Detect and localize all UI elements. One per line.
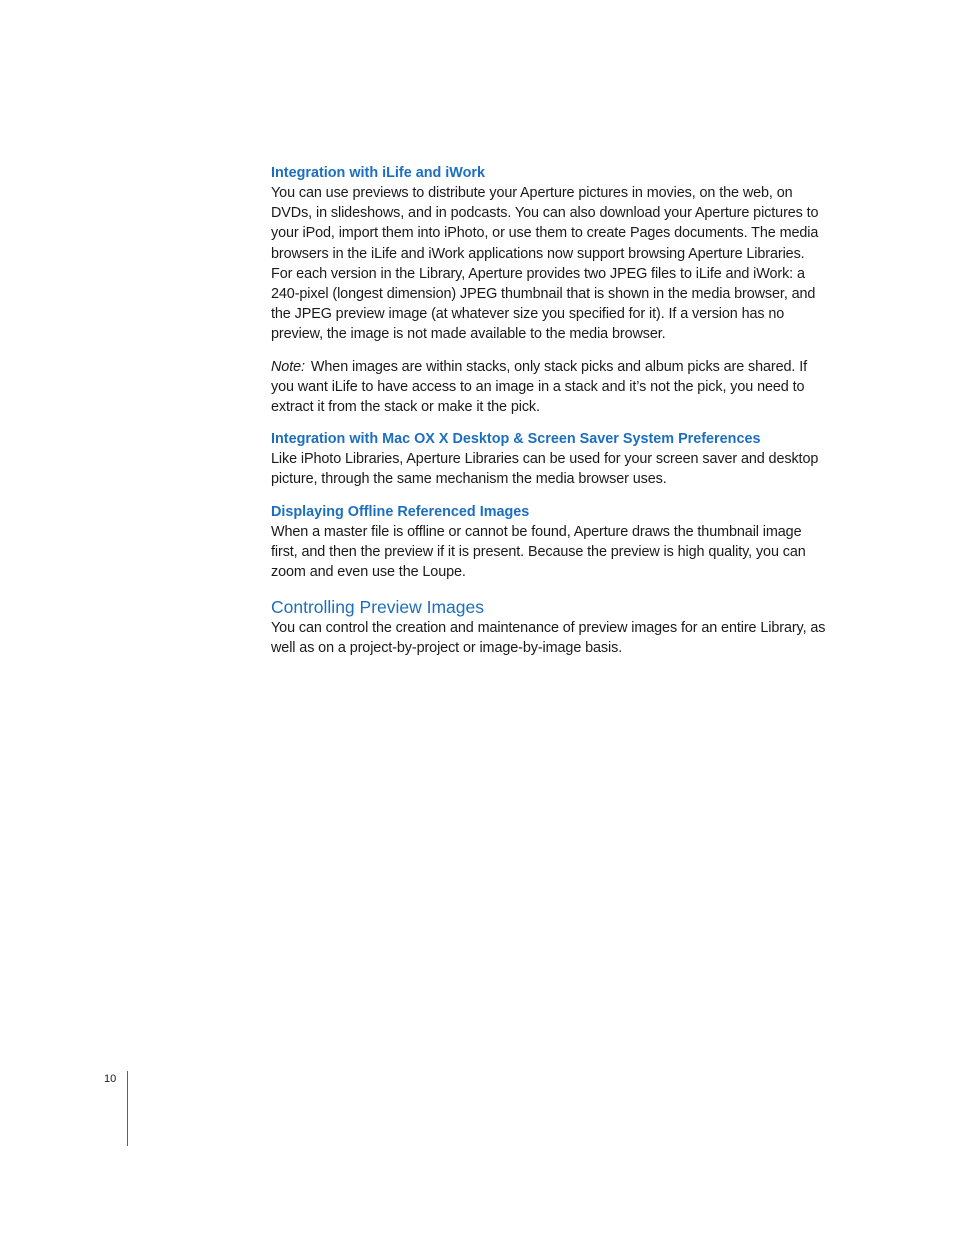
- heading-offline-images: Displaying Offline Referenced Images: [271, 503, 530, 520]
- heading-desktop-integration: Integration with Mac OX X Desktop & Screen Saver System Preferences: [271, 431, 761, 448]
- paragraph-offline-images: When a master file is offline or cannot be found, Aperture draws the thumbnail image first, and then the preview if it is present. Because the preview is high quality, you can zoom and even use the Loupe.: [271, 523, 806, 581]
- heading-controlling-preview-images: Controlling Preview Images: [271, 597, 485, 618]
- document-body: [271, 163, 827, 659]
- heading-ilife-integration: Integration with iLife and iWork: [271, 165, 485, 181]
- paragraph-ilife-integration: You can use previews to distribute your Aperture pictures in movies, on the web, on DVDs, in slideshows, and in podcasts. You can also download your Aperture pictures to your iPod, import them into iPhoto, or use them to create Pages documents. The media browsers in the iLife and iWork applications now support browsing Aperture Libraries. For each version in the Library, Aperture provides two JPEG files to iLife and iWork: a 240-pixel (longest dimension) JPEG thumbnail that is shown in the media browser, and the JPEG preview image (at whatever size you specified for it). If a version has no preview, the image is not made available to the media browser.: [271, 185, 819, 343]
- note-text: When images are within stacks, only stack picks and album picks are shared. If you want iLife to have access to an image in a stack and it’s not the pick, you need to extract it from the stack or make it the pick.: [271, 358, 807, 416]
- note-label: Note:: [271, 358, 305, 375]
- page-number: 10: [104, 1073, 117, 1085]
- paragraph-desktop-integration: Like iPhoto Libraries, Aperture Libraries can be used for your screen saver and desktop picture, through the same mechanism the media browser uses.: [271, 451, 819, 488]
- paragraph-controlling-preview-images: You can control the creation and maintenance of preview images for an entire Library, as well as on a project-by-project or image-by-image basis.: [271, 620, 826, 657]
- note-paragraph: [271, 357, 827, 418]
- page-margin-rule: [127, 1071, 128, 1146]
